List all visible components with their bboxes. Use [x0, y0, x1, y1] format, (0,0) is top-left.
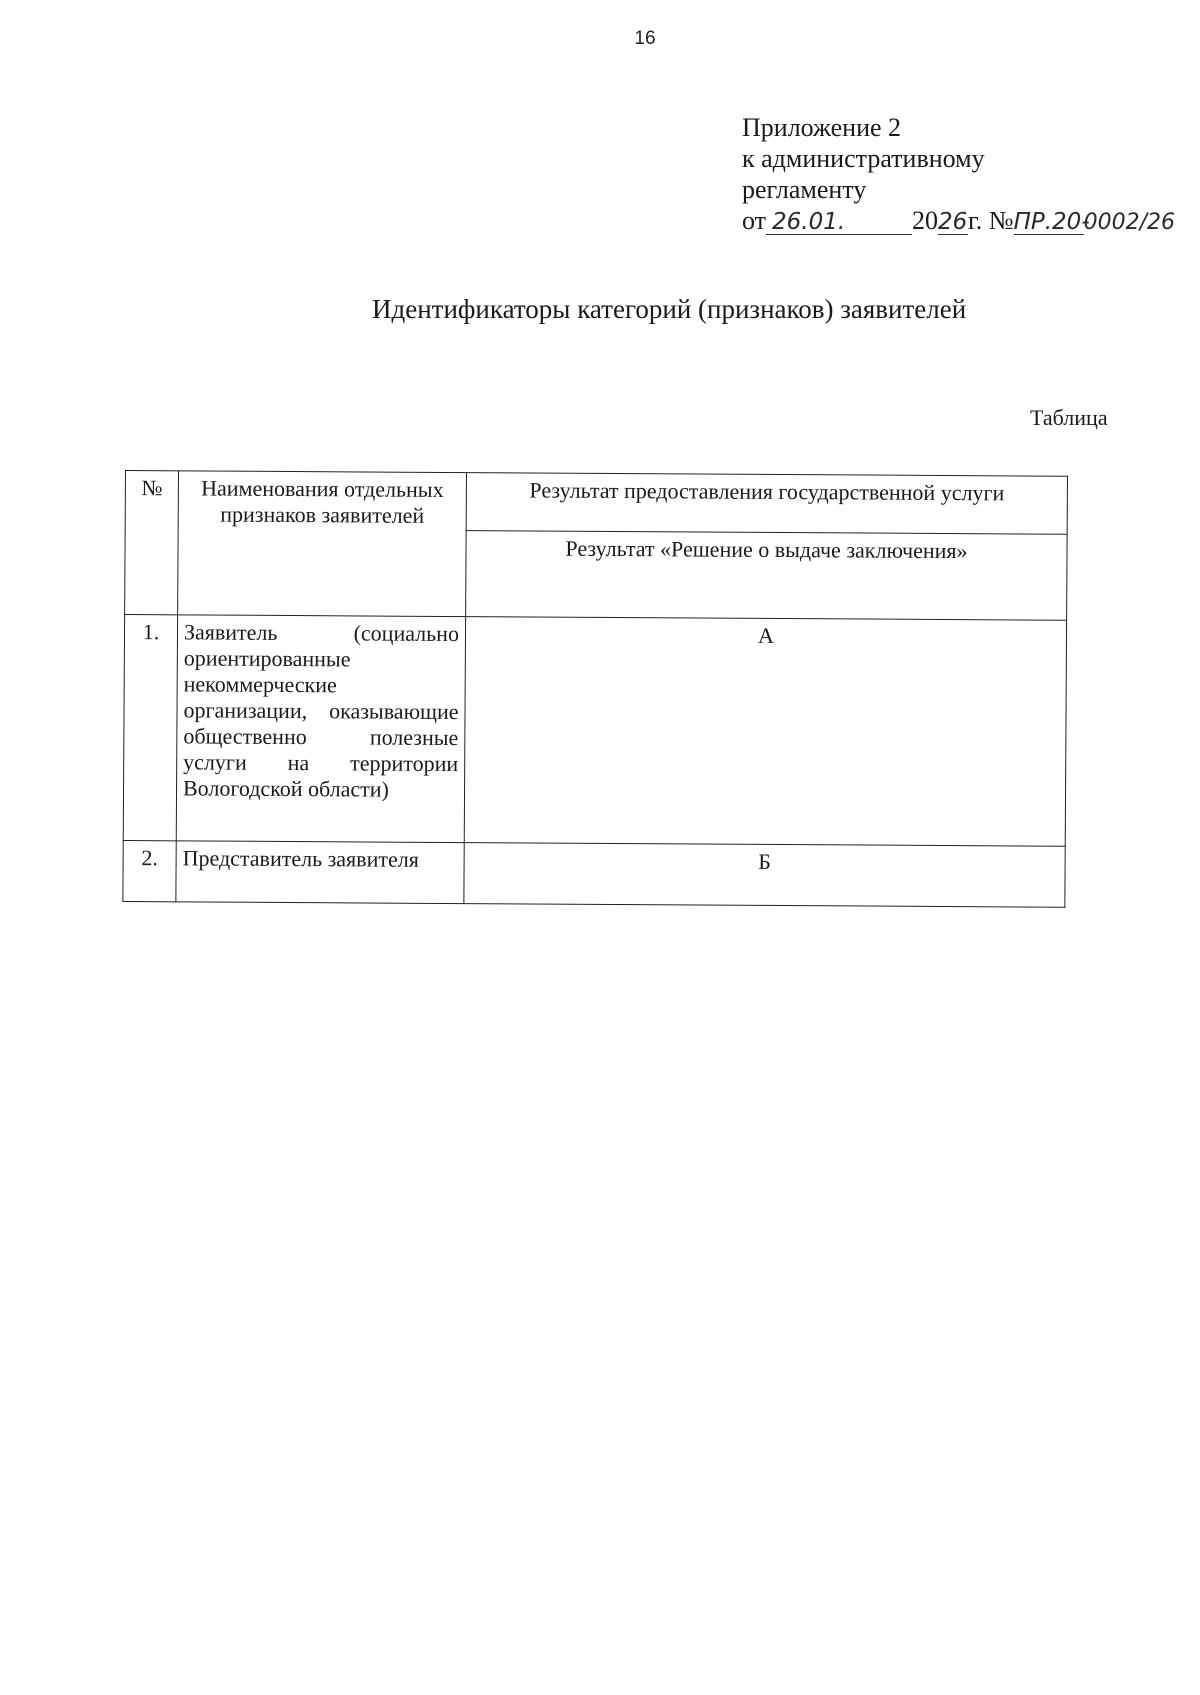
appendix-date-line	[742, 205, 1175, 238]
handwritten-number: ПР.20-	[1013, 209, 1090, 235]
handwritten-number-tail: 0002/26	[1083, 210, 1175, 235]
handwritten-year: 26	[938, 209, 968, 235]
row-number: 2.	[123, 841, 176, 902]
row-name: Заявитель (социально ориентированные некоммерческие организации, оказывающие общественно полезные услуги на территории Вологодской области)	[176, 614, 465, 842]
row-value: Б	[464, 843, 1065, 907]
appendix-line-2: к административному	[742, 144, 985, 173]
table-header-row	[125, 471, 1067, 534]
header-name: Наименования отдельных признаков заявителей	[178, 471, 467, 616]
header-result-group: Результат предоставления государственной услуги	[466, 473, 1067, 534]
handwritten-date: 26.01.	[766, 210, 912, 235]
year-prefix: 20	[912, 206, 939, 235]
table-row	[123, 841, 1065, 907]
date-prefix: от	[742, 206, 767, 235]
row-value: А	[464, 616, 1066, 846]
appendix-header	[742, 112, 1175, 238]
appendix-line-3: регламенту	[742, 175, 867, 204]
header-number: №	[125, 471, 179, 615]
identifiers-table	[122, 470, 1068, 908]
row-number: 1.	[123, 614, 177, 841]
page-number: 16	[634, 28, 656, 49]
document-title: Идентификаторы категорий (признаков) заявителей	[372, 294, 967, 324]
row-name: Представитель заявителя	[176, 841, 464, 903]
appendix-title: Приложение 2	[742, 113, 902, 142]
number-label: г. №	[968, 206, 1014, 235]
table-caption: Таблица	[1030, 405, 1108, 430]
header-result-sub: Результат «Решение о выдаче заключения»	[466, 530, 1068, 620]
table-row	[123, 614, 1066, 846]
